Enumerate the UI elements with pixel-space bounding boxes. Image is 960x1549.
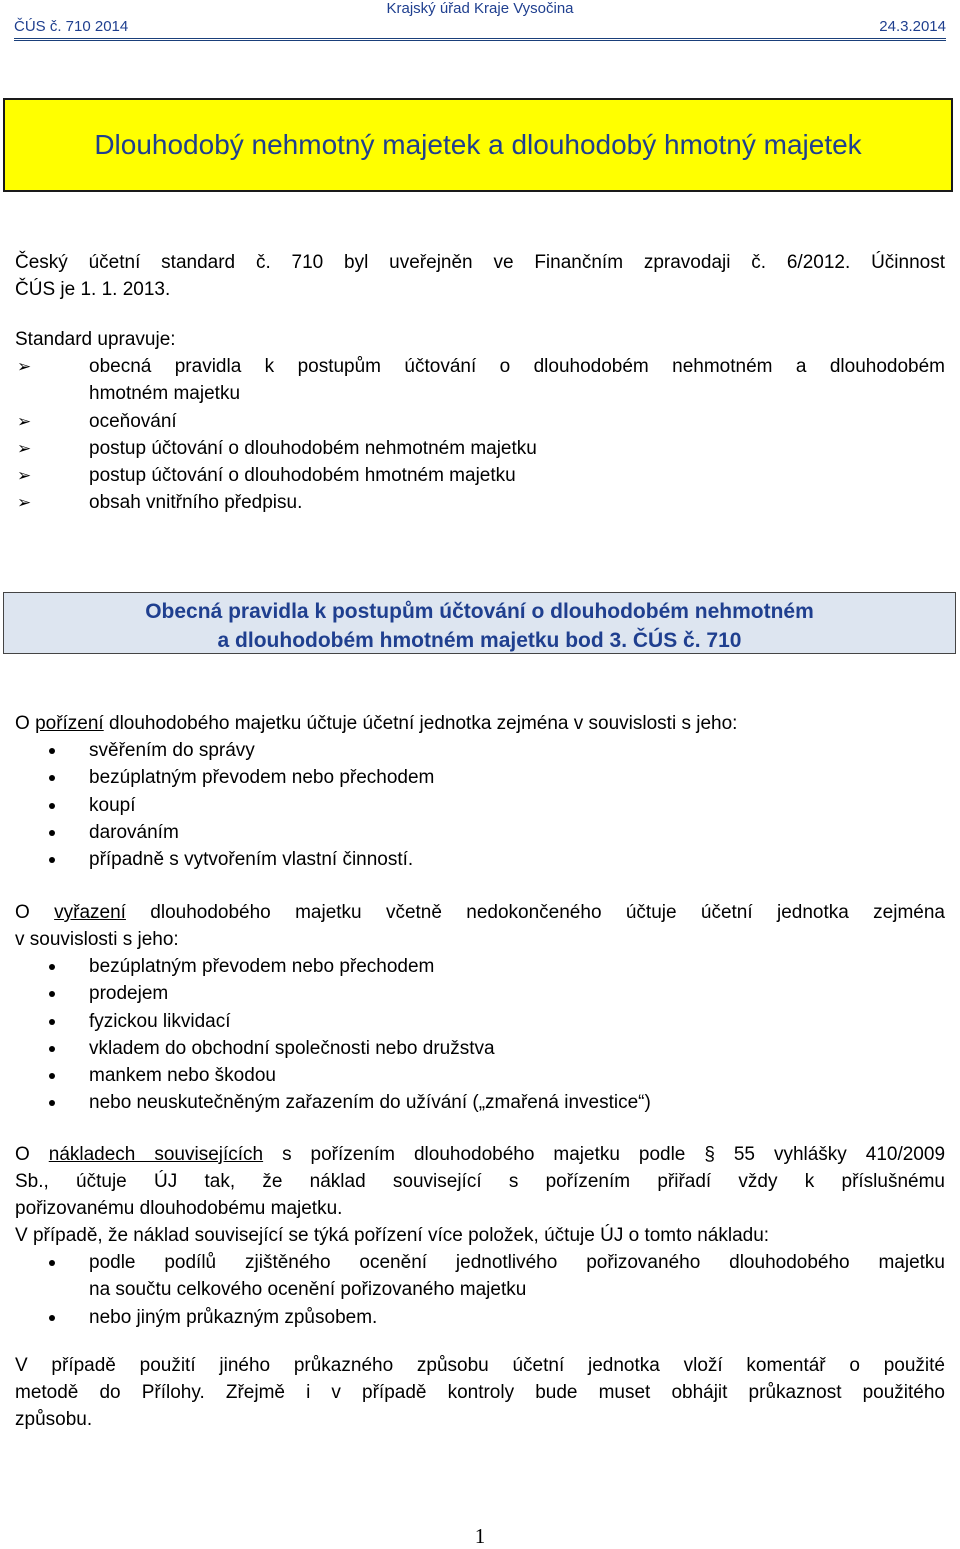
list-item-line: hmotném majetku [89, 383, 241, 405]
list-item [15, 819, 945, 846]
arrow-bullet-icon: ➢ [17, 466, 32, 486]
costs-line: Sb., účtuje ÚJ tak, že náklad související s pořízením přiřadí vždy k příslušnému [15, 1171, 945, 1192]
costs-paragraph [15, 1141, 945, 1249]
bullet-dot-icon [49, 1046, 55, 1052]
other-method-line: způsobu. [15, 1409, 93, 1430]
costs-list [15, 1249, 945, 1331]
other-method-line: V případě použití jiného průkazného způsobu účetní jednotka vloží komentář o použité [15, 1355, 945, 1376]
costs-line: pořizovanému dlouhodobému majetku. [15, 1198, 343, 1219]
list-item [15, 1062, 945, 1089]
list-item [15, 764, 945, 791]
text-run: O [15, 713, 36, 734]
standard-list [15, 353, 945, 517]
list-item-text: vkladem do obchodní společnosti nebo družstva [89, 1037, 495, 1059]
list-item [15, 435, 945, 462]
acquisition-keyword: pořízení [35, 713, 104, 734]
bullet-dot-icon [49, 991, 55, 997]
section-heading-box [3, 592, 956, 654]
intro-paragraph [15, 249, 945, 303]
page-title: Dlouhodobý nehmotný majetek a dlouhodobý hmotný majetek [94, 129, 862, 160]
disposal-line: v souvislosti s jeho: [15, 929, 179, 950]
list-item-line: nebo jiným průkazným způsobem. [89, 1306, 378, 1328]
list-item [15, 737, 945, 764]
text-run: dlouhodobého majetku včetně nedokončeného účtuje účetní jednotka zejména [125, 902, 945, 923]
bullet-dot-icon [49, 1315, 55, 1321]
list-item-text: fyzickou likvidací [89, 1010, 231, 1032]
section-heading-line: a dlouhodobém hmotném majetku bod 3. ČÚS č. 710 [217, 629, 742, 652]
list-item-line: oceňování [89, 410, 177, 432]
intro-line: Český účetní standard č. 710 byl uveřejněn ve Finančním zpravodaji č. 6/2012. Účinnost [15, 252, 945, 273]
disposal-keyword: vyřazení [54, 902, 126, 923]
page-header [14, 2, 946, 41]
list-item [15, 489, 945, 516]
list-item [15, 462, 945, 489]
list-item [15, 1089, 945, 1116]
page-number: 1 [474, 1524, 486, 1548]
bullet-dot-icon [49, 857, 55, 863]
list-item-line: postup účtování o dlouhodobém hmotném majetku [89, 465, 516, 487]
bullet-dot-icon [49, 830, 55, 836]
arrow-bullet-icon: ➢ [17, 411, 32, 431]
list-item [15, 980, 945, 1007]
list-item [15, 1304, 945, 1331]
standard-heading: Standard upravuje: [15, 329, 176, 350]
other-method-line: metodě do Přílohy. Zřejmě i v případě kontroly bude muset obhájit průkaznost použitého [15, 1382, 945, 1403]
disposal-line [15, 899, 945, 926]
list-item-text: svěřením do správy [89, 740, 255, 761]
arrow-bullet-icon: ➢ [17, 438, 32, 458]
list-item-line: obecná pravidla k postupům účtování o dlouhodobém nehmotném a dlouhodobém [89, 356, 945, 377]
list-item-text: případně s vytvořením vlastní činností. [89, 849, 414, 871]
costs-line [15, 1141, 945, 1168]
list-item-line: postup účtování o dlouhodobém nehmotném majetku [89, 437, 537, 459]
list-item [15, 953, 945, 980]
list-item [15, 1249, 945, 1304]
list-item-text: bezúplatným převodem nebo přechodem [89, 767, 435, 789]
list-item-text: nebo neuskutečněným zařazením do užívání („zmařená investice“) [89, 1092, 651, 1114]
list-item-line: podle podílů zjištěného ocenění jednotlivého pořizovaného dlouhodobého majetku [89, 1252, 945, 1273]
intro-line: ČÚS je 1. 1. 2013. [15, 279, 171, 300]
bullet-dot-icon [49, 748, 55, 754]
list-item [15, 1035, 945, 1062]
list-item [15, 792, 945, 819]
list-item-text: koupí [89, 794, 136, 816]
list-item-text: darováním [89, 821, 179, 843]
list-item-text: prodejem [89, 983, 169, 1005]
acquisition-paragraph [15, 710, 945, 737]
header-date: 24.3.2014 [879, 18, 946, 35]
bullet-dot-icon [49, 964, 55, 970]
text-run: O [15, 1144, 49, 1165]
list-item-text: mankem nebo škodou [89, 1065, 276, 1087]
title-box [3, 98, 953, 192]
list-item-line: obsah vnitřního předpisu. [89, 492, 303, 514]
list-item [15, 408, 945, 435]
other-method-paragraph [15, 1352, 945, 1433]
acquisition-list [15, 737, 945, 873]
costs-line: V případě, že náklad související se týká pořízení více položek, účtuje ÚJ o tomto nákladu: [15, 1225, 770, 1246]
list-item [15, 353, 945, 408]
arrow-bullet-icon: ➢ [17, 493, 32, 513]
bullet-dot-icon [49, 1073, 55, 1079]
bullet-dot-icon [49, 775, 55, 781]
list-item-text: bezúplatným převodem nebo přechodem [89, 956, 435, 977]
bullet-dot-icon [49, 803, 55, 809]
costs-keyword: nákladech souvisejících [48, 1144, 264, 1165]
list-item-line: na součtu celkového ocenění pořizovaného majetku [89, 1279, 527, 1301]
header-document-id: ČÚS č. 710 2014 [14, 18, 129, 35]
bullet-dot-icon [49, 1100, 55, 1106]
text-run: O [15, 902, 55, 923]
section-heading-line: Obecná pravidla k postupům účtování o dlouhodobém nehmotném [145, 600, 814, 623]
list-item [15, 846, 945, 873]
bullet-dot-icon [49, 1019, 55, 1025]
text-run: s pořízením dlouhodobého majetku podle § 55 vyhlášky 410/2009 [263, 1144, 946, 1165]
text-run: dlouhodobého majetku účtuje účetní jednotka zejména v souvislosti s jeho: [103, 713, 738, 734]
header-organization: Krajský úřad Kraje Vysočina [386, 0, 574, 17]
arrow-bullet-icon: ➢ [17, 357, 32, 376]
bullet-dot-icon [49, 1260, 55, 1266]
disposal-paragraph [15, 899, 945, 953]
list-item [15, 1008, 945, 1035]
disposal-list [15, 953, 945, 1117]
